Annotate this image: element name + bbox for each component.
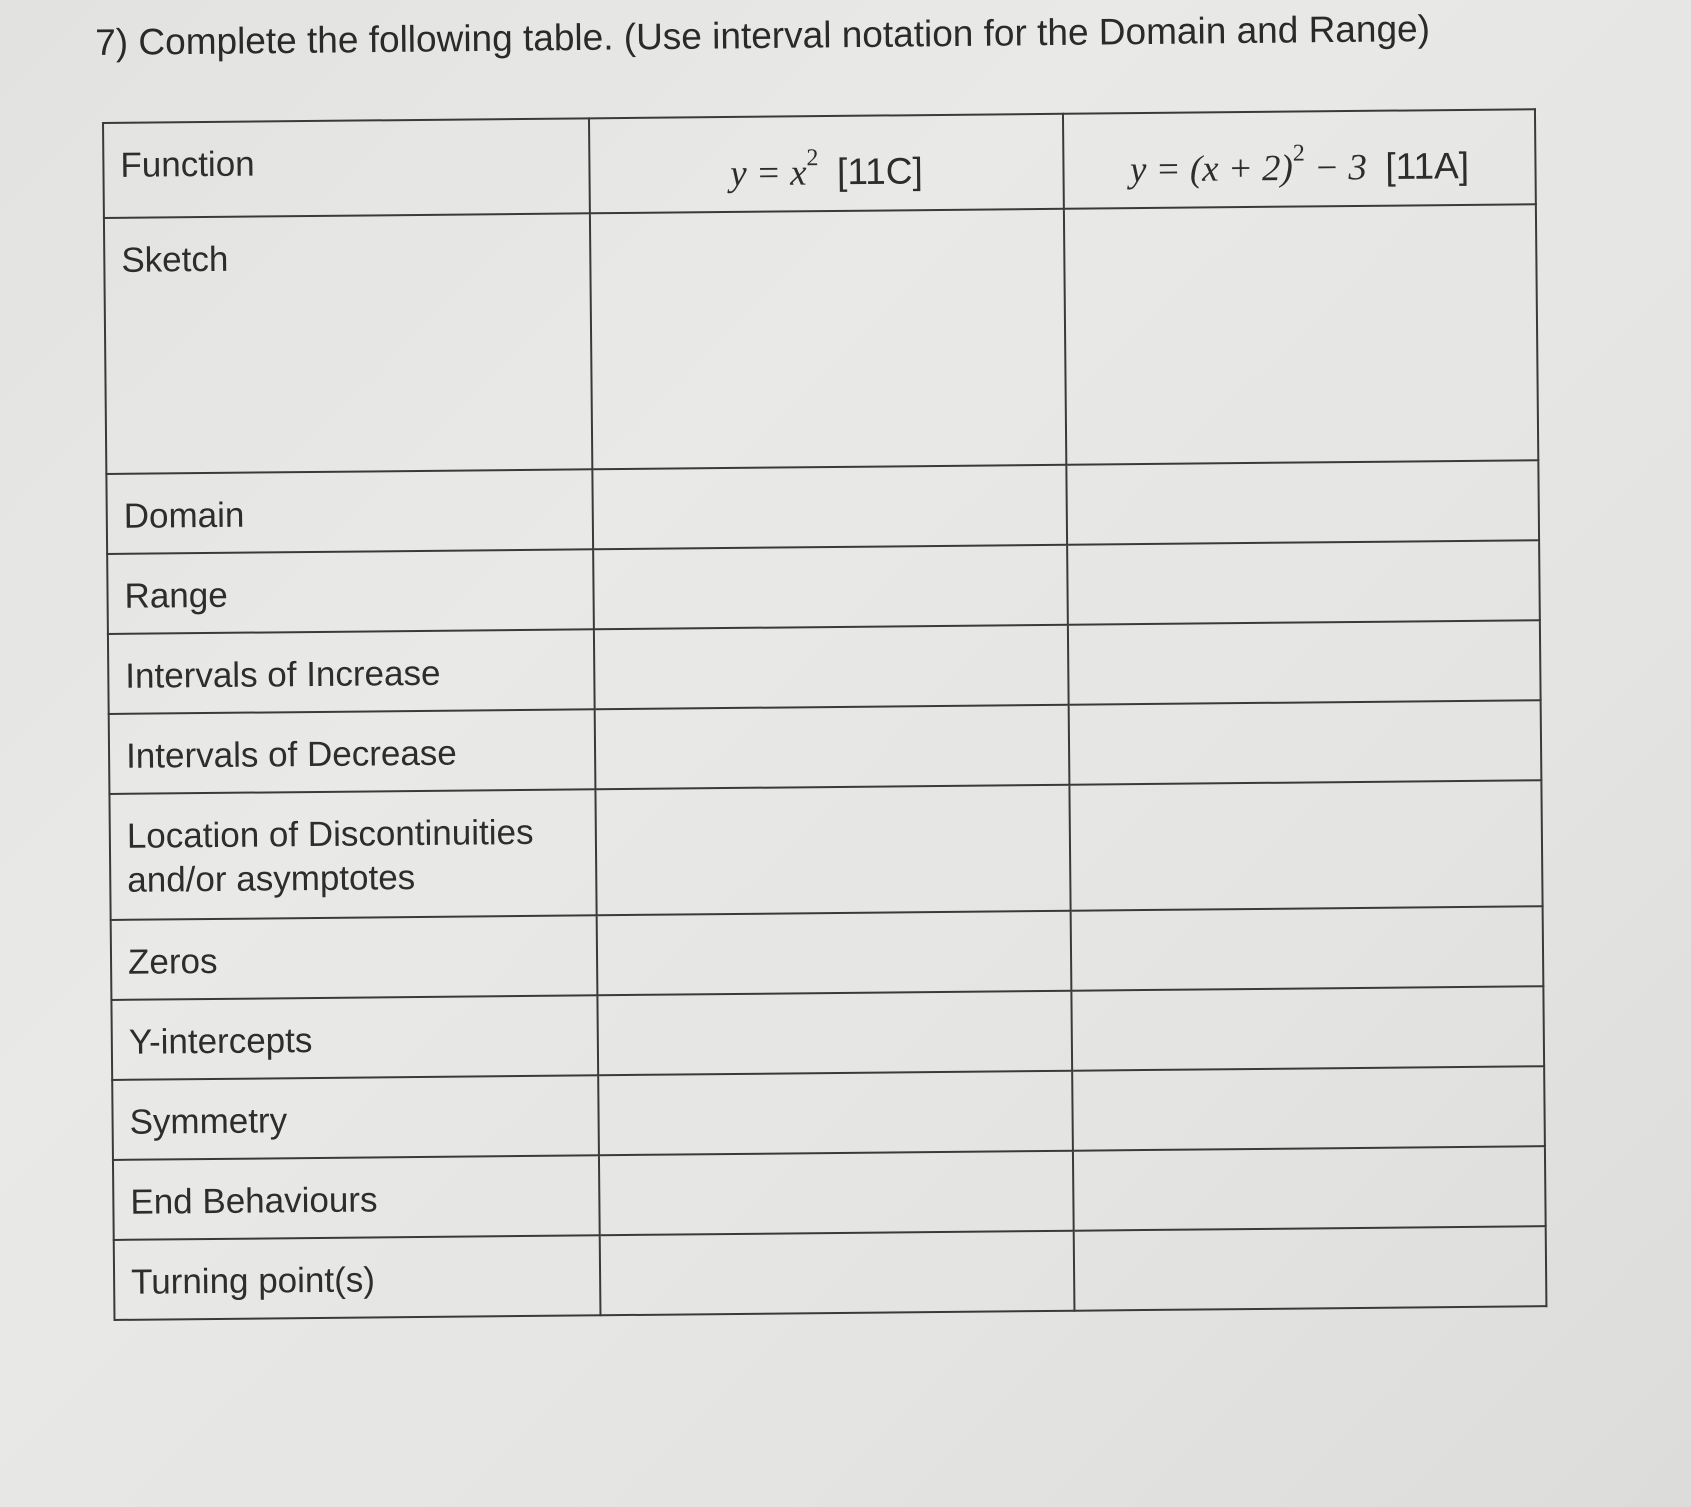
table-row <box>111 906 1544 1000</box>
table-row <box>113 1146 1546 1240</box>
answer-cell-domain-1[interactable] <box>592 465 1067 550</box>
table-row <box>106 460 1539 554</box>
answer-cell-end-behaviours-1[interactable] <box>599 1151 1074 1236</box>
answer-cell-zeros-1[interactable] <box>597 911 1072 996</box>
answer-cell-increase-2[interactable] <box>1068 620 1541 705</box>
answer-cell-domain-2[interactable] <box>1066 460 1539 545</box>
row-label-cell <box>108 629 595 714</box>
answer-cell-sketch-1[interactable] <box>590 209 1066 470</box>
table-row <box>108 620 1541 714</box>
row-label-cell <box>109 709 596 794</box>
answer-cell-y-intercepts-2[interactable] <box>1071 986 1544 1071</box>
row-label-cell <box>114 1235 601 1320</box>
answer-cell-y-intercepts-1[interactable] <box>597 991 1072 1076</box>
row-label-cell <box>113 1155 600 1240</box>
answer-cell-decrease-1[interactable] <box>595 705 1070 790</box>
answer-cell-discontinuities-1[interactable] <box>595 785 1070 916</box>
row-label-cell <box>107 549 594 634</box>
row-label-increase: Intervals of Increase <box>125 653 441 696</box>
function-2 <box>1064 110 1535 192</box>
row-label-discontinuities: Location of Discontinuities and/or asymptotes <box>126 812 534 900</box>
row-label-end-behaviours: End Behaviours <box>130 1180 378 1222</box>
answer-cell-turning-points-1[interactable] <box>600 1231 1075 1316</box>
row-label-zeros: Zeros <box>127 941 218 982</box>
row-label-cell <box>109 789 596 920</box>
row-label-turning-points: Turning point(s) <box>130 1260 376 1302</box>
answer-cell-range-1[interactable] <box>593 545 1068 630</box>
header-label: Function <box>120 144 255 185</box>
table-row <box>107 540 1540 634</box>
function-1-exponent: 2 <box>806 145 819 172</box>
answer-cell-zeros-2[interactable] <box>1071 906 1544 991</box>
row-label-cell <box>112 1075 599 1160</box>
row-label-domain: Domain <box>123 495 245 536</box>
function-1-tag: [11C] <box>836 150 923 193</box>
function-2-tag: [11A] <box>1385 145 1470 188</box>
table-header-row <box>103 109 1536 218</box>
row-label-sketch: Sketch <box>121 239 229 280</box>
answer-cell-range-2[interactable] <box>1067 540 1540 625</box>
row-label-cell <box>111 995 598 1080</box>
function-1-expr: y = x <box>730 152 807 195</box>
table-row <box>104 204 1538 474</box>
function-2-rest: − 3 <box>1304 147 1368 189</box>
properties-table-wrapper <box>102 108 1547 1321</box>
table-row <box>109 780 1542 920</box>
row-label-decrease: Intervals of Decrease <box>125 733 457 776</box>
function-1-cell <box>589 114 1064 214</box>
header-label-cell <box>103 118 590 218</box>
question-text: 7) Complete the following table. (Use interval notation for the Domain and Range) <box>95 8 1431 63</box>
table-row <box>109 700 1542 794</box>
row-label-symmetry: Symmetry <box>129 1101 288 1142</box>
answer-cell-increase-1[interactable] <box>594 625 1069 710</box>
answer-cell-symmetry-2[interactable] <box>1072 1066 1545 1151</box>
table-row <box>111 986 1544 1080</box>
row-label-cell <box>106 469 593 554</box>
table-row <box>114 1226 1547 1320</box>
function-2-exponent: 2 <box>1292 140 1305 167</box>
answer-cell-decrease-2[interactable] <box>1069 700 1542 785</box>
answer-cell-discontinuities-2[interactable] <box>1069 780 1542 911</box>
properties-table <box>102 108 1547 1321</box>
function-2-cell <box>1063 109 1536 209</box>
table-row <box>112 1066 1545 1160</box>
row-label-range: Range <box>124 575 228 616</box>
answer-cell-sketch-2[interactable] <box>1064 204 1538 465</box>
answer-cell-symmetry-1[interactable] <box>598 1071 1073 1156</box>
answer-cell-end-behaviours-2[interactable] <box>1073 1146 1546 1231</box>
row-label-cell <box>104 213 592 474</box>
function-1 <box>590 115 1063 197</box>
answer-cell-turning-points-2[interactable] <box>1074 1226 1547 1311</box>
row-label-y-intercepts: Y-intercepts <box>128 1021 313 1062</box>
row-label-cell <box>111 915 598 1000</box>
function-2-expr: y = (x + 2) <box>1129 147 1294 191</box>
